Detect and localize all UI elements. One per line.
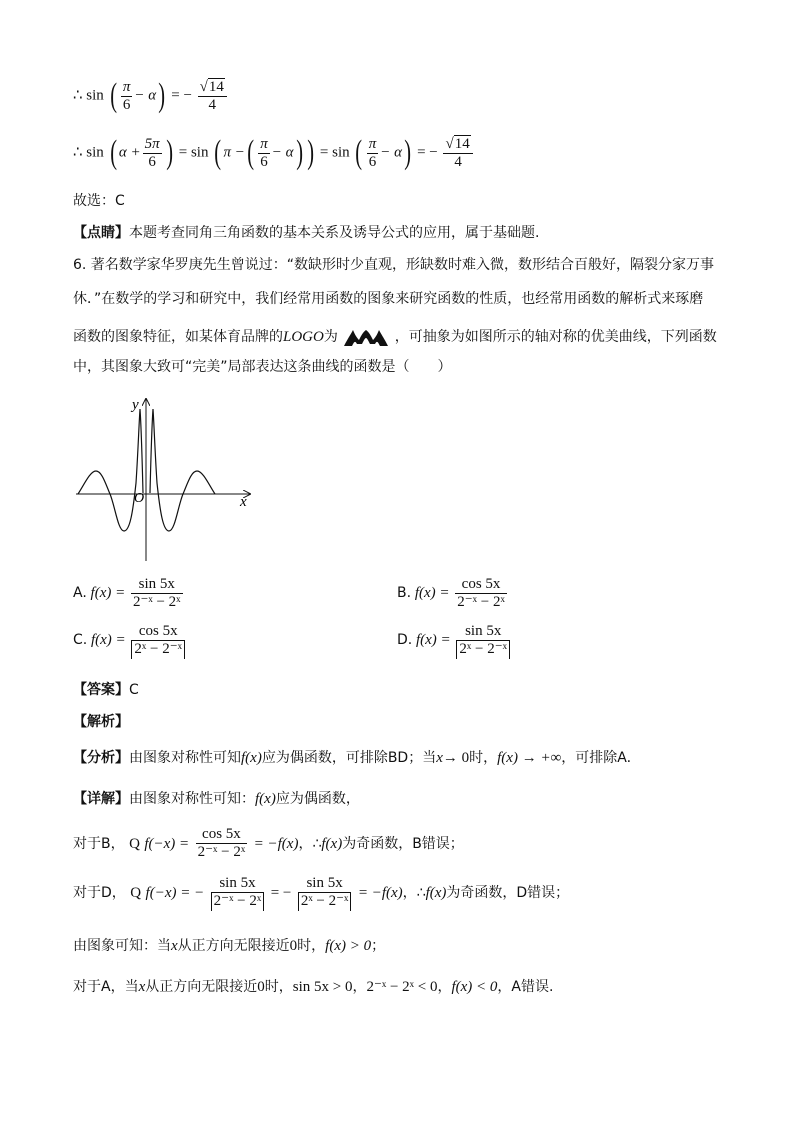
origin-label: O bbox=[134, 491, 145, 506]
curve-left bbox=[78, 409, 143, 531]
analysis-tag: 【解析】 bbox=[73, 714, 129, 730]
curve-right bbox=[150, 409, 215, 531]
question-6-text-4: 中，其图象大致可“完美”局部表达这条曲线的函数是（ ） bbox=[73, 359, 452, 375]
detail-line: 【详解】由图象对称性可知：f(x)应为偶函数， bbox=[73, 791, 360, 807]
comment-tag: 【点睛】 bbox=[73, 225, 129, 241]
for-a-line: 对于A，当x从正方向无限接近0时，sin 5x > 0，2⁻ˣ − 2ˣ < 0，f(x) < 0，A错误. bbox=[73, 979, 554, 995]
for-b-line: 对于B， Q f(−x) = $\frac{\cos 5x}{\text{2⁻ˣ − 2ˣ}}$ = −f(x)，∴f(x)为奇函数，B错误； bbox=[73, 826, 464, 861]
brand-logo-icon bbox=[342, 326, 390, 348]
y-axis-label: y bbox=[132, 397, 139, 413]
question-6-text-3: 函数的图象特征，如某体育品牌的LOGO为 ，可抽象为如图所示的轴对称的优美曲线，下列函数 bbox=[73, 326, 717, 348]
for-d-line: 对于D， Q f(−x) = − $\frac{\sin 5x}{\text{2⁻ˣ − 2ˣ}}$ = − $\frac{\sin 5x}{\text{2ˣ − 2⁻ˣ}}$ = −f(x)，∴f(x)为奇函数，D错误； bbox=[73, 875, 570, 910]
option-c[interactable]: C. f(x) = $\frac{\cos 5x}{\text{2ˣ − 2⁻ˣ}}$ bbox=[73, 623, 187, 659]
question-6-text-1: 6. 著名数学家华罗庚先生曾说过：“数缺形时少直观，形缺数时难入微，数形结合百般好，隔裂分家万事 bbox=[73, 257, 715, 273]
function-graph bbox=[70, 393, 260, 565]
comment-line: 【点睛】本题考查同角三角函数的基本关系及诱导公式的应用，属于基础题. bbox=[73, 225, 540, 241]
option-a[interactable]: A. f(x) = $\frac{\sin 5x}{\text{2⁻ˣ − 2ˣ}}$ bbox=[73, 576, 181, 611]
derivation-line-1: ∴ sin ( $\frac{\pi}{6}$ − α) = − $\frac{√14}{4}$ bbox=[73, 78, 229, 115]
answer-line: 【答案】C bbox=[73, 682, 139, 698]
option-d[interactable]: D. f(x) = $\frac{\sin 5x}{\text{2ˣ − 2⁻ˣ}}$ bbox=[397, 623, 512, 659]
option-b[interactable]: B. f(x) = $\frac{\cos 5x}{\text{2⁻ˣ − 2ˣ}}$ bbox=[397, 576, 505, 611]
derivation-line-2: ∴ sin ( α + $\frac{5\pi}{6}$ ) = sin ( π −( $\frac{\pi}{6}$ − α) ) = sin ( $\frac{\pi}{6}$ − α) = − $\frac{√14}{4}$ bbox=[73, 135, 475, 172]
question-6-text-2: 休．”在数学的学习和研究中，我们经常用函数的图象来研究函数的性质，也经常用函数的解析式来琢磨 bbox=[73, 291, 704, 307]
x-axis-label: x bbox=[240, 494, 247, 510]
fenxi-line: 【分析】由图象对称性可知f(x)应为偶函数，可排除BD；当x→ 0时，f(x) → +∞，可排除A. bbox=[73, 750, 632, 766]
choose-line: 故选：C bbox=[73, 193, 125, 209]
from-graph-line: 由图象可知：当x从正方向无限接近0时，f(x) > 0； bbox=[73, 938, 386, 954]
